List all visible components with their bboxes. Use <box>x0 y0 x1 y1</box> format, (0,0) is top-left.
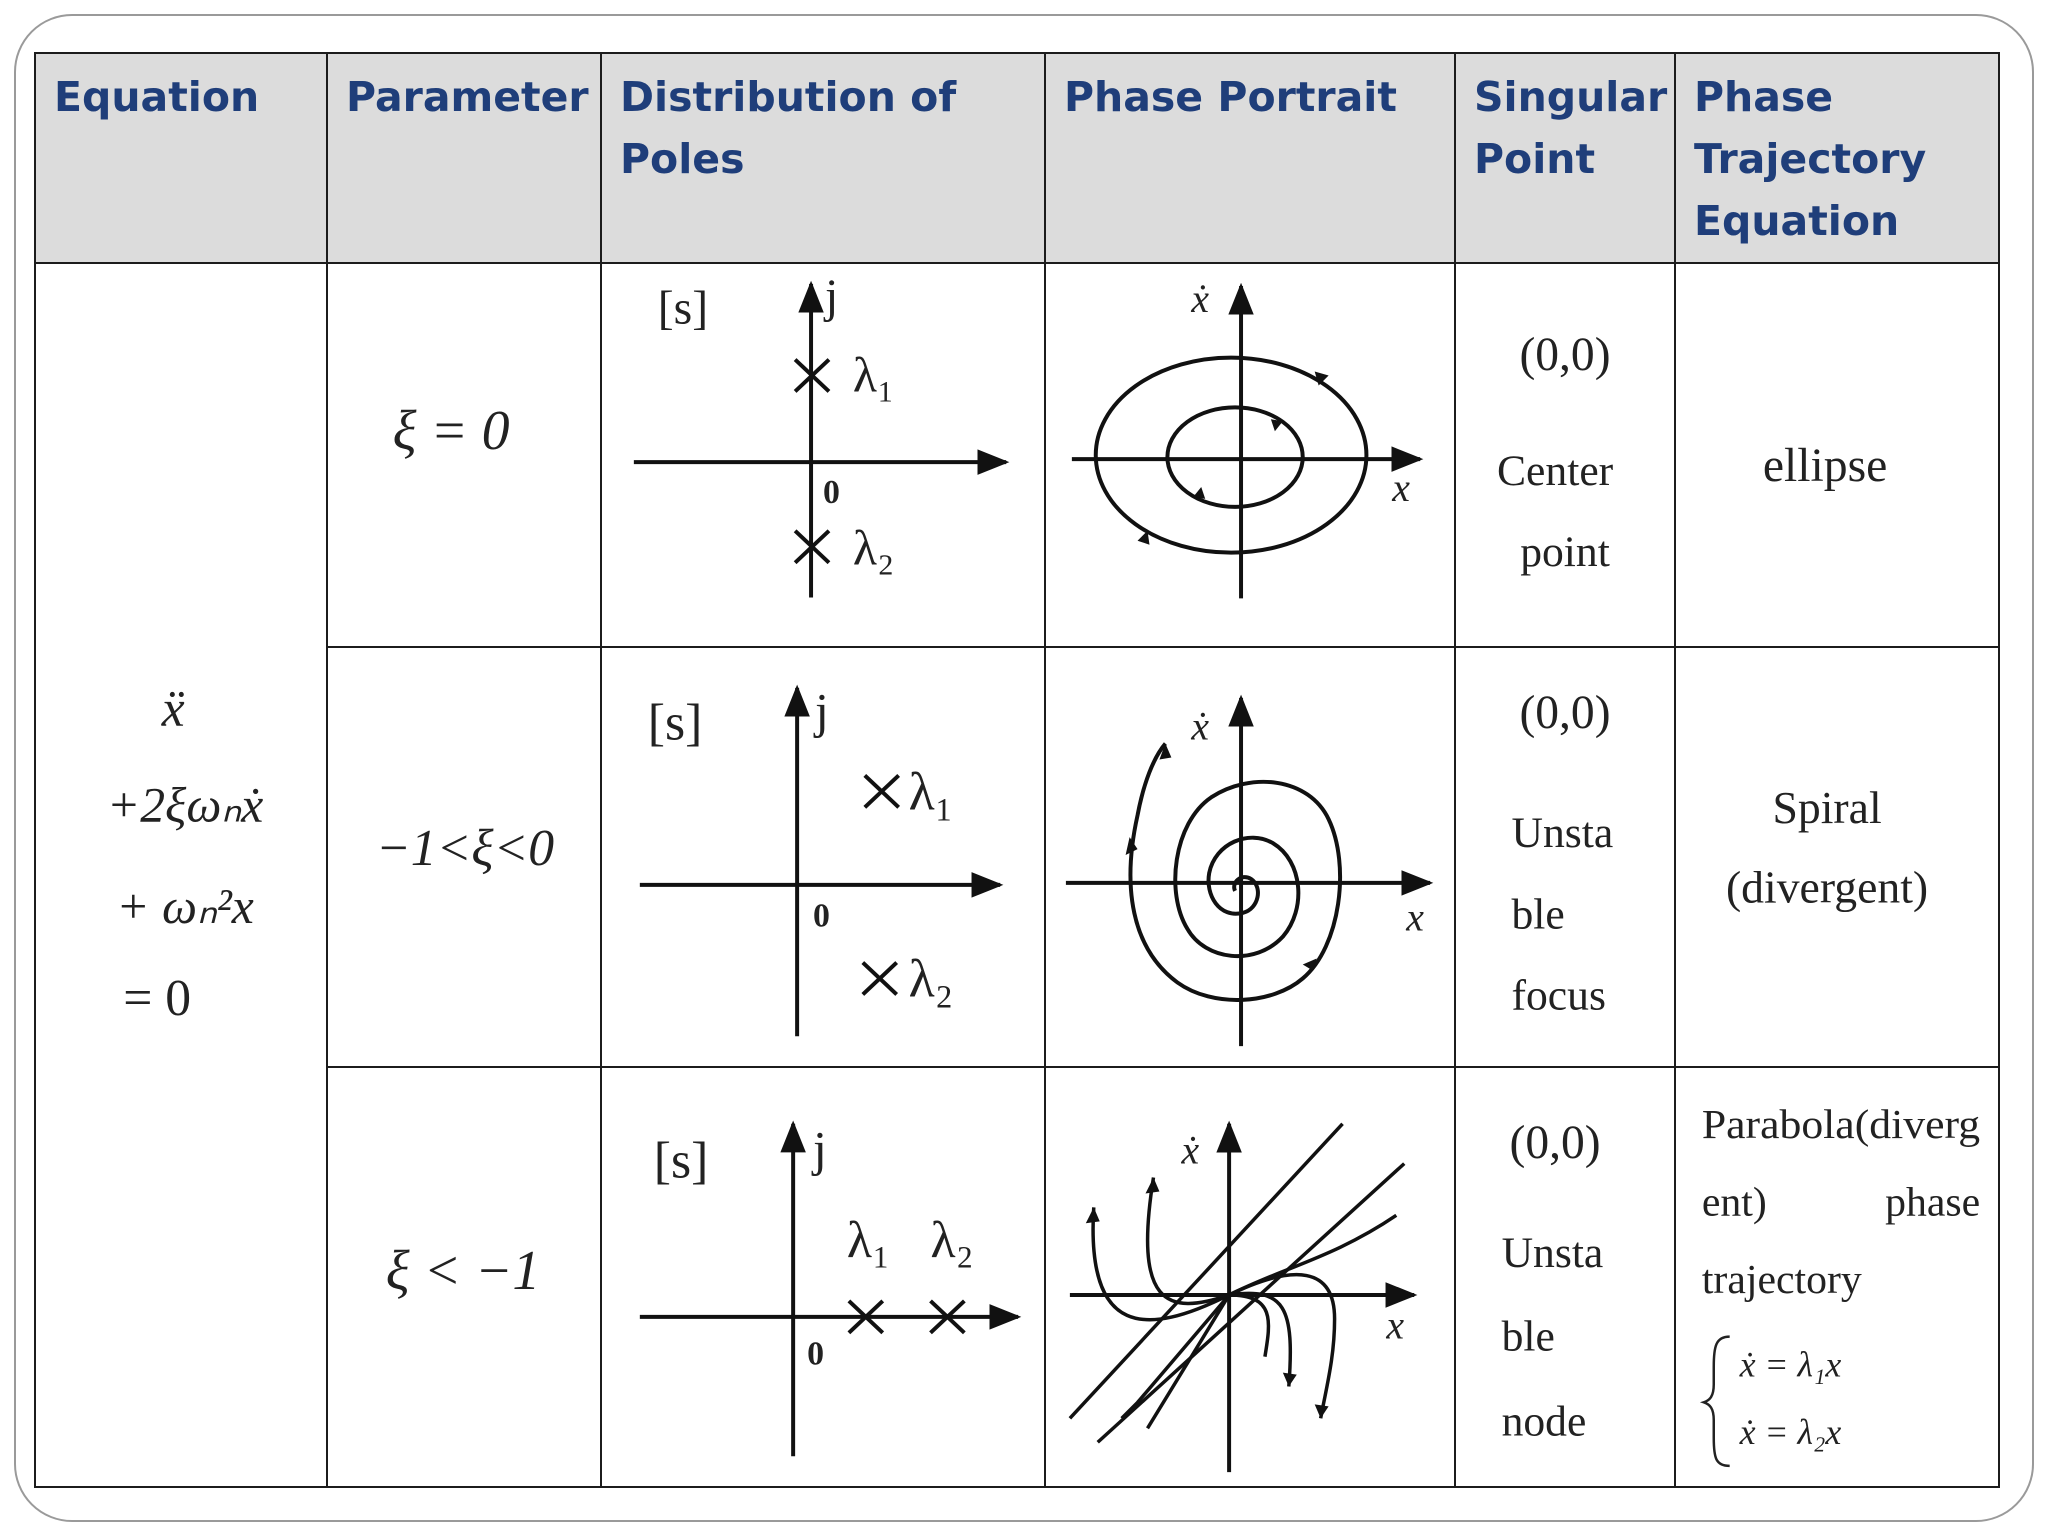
poles-cell <box>601 1067 1045 1487</box>
equation-line1: ẍ <box>161 680 185 738</box>
imag-label: j <box>824 269 839 323</box>
singular-type-line: ble <box>1511 890 1565 939</box>
equation-line2: +2ξωₙẋ <box>106 777 264 833</box>
imag-label: j <box>815 683 829 739</box>
parameter-cell <box>327 263 601 647</box>
parameter-text: −1<ξ<0 <box>375 820 555 878</box>
singular-type-line: focus <box>1511 971 1606 1020</box>
singular-type-line: Unsta <box>1511 809 1614 858</box>
singular-type-line: ble <box>1501 1312 1555 1361</box>
trajectory-curve <box>1229 1294 1290 1387</box>
trajectory-curve <box>1093 1208 1229 1320</box>
trajectory-cell <box>1675 647 1999 1067</box>
equation-svg <box>36 264 326 1486</box>
portrait-cell <box>1045 263 1455 647</box>
trajectory-line: Parabola(diverg <box>1701 1102 1981 1149</box>
header-row <box>35 53 1999 263</box>
parameter-cell <box>327 647 601 1067</box>
trajectory-ellipse-inner <box>1167 407 1302 507</box>
x-axis-label: x <box>1386 1304 1405 1349</box>
eigen-line <box>1098 1164 1404 1443</box>
singular-cell <box>1455 647 1675 1067</box>
singular-type-line: Unsta <box>1501 1229 1604 1278</box>
poles-cell <box>601 647 1045 1067</box>
equation-line4: = 0 <box>123 969 192 1028</box>
flow-arrow <box>1283 1373 1297 1387</box>
imag-label: j <box>813 1121 827 1177</box>
header-equation: Equation <box>35 53 327 263</box>
lambda2-label: λ₂ <box>852 520 895 576</box>
singular-svg <box>1456 264 1674 646</box>
equation-line3: + ωₙ²x <box>116 879 254 935</box>
trajectory-spiral <box>1130 744 1340 1000</box>
parameter-text: ξ = 0 <box>392 400 510 463</box>
parameter-svg <box>328 648 600 1066</box>
table-row <box>35 1067 1999 1487</box>
lambda2-label: λ₂ <box>908 948 954 1009</box>
lambda1-label: λ₁ <box>846 1212 891 1270</box>
y-axis-label: ẋ <box>1181 1128 1200 1173</box>
trajectory-curve <box>1122 1295 1229 1418</box>
lambda1-label: λ₁ <box>908 761 954 822</box>
pole-plot-focus <box>602 648 1044 1066</box>
plane-label: [s] <box>657 281 709 335</box>
portrait-node <box>1046 1068 1454 1486</box>
parameter-cell <box>327 1067 601 1487</box>
singular-coord: (0,0) <box>1519 328 1611 381</box>
trajectory-curve <box>1148 1178 1230 1304</box>
header-parameter: Parameter <box>327 53 601 263</box>
flow-arrow <box>1146 1178 1160 1194</box>
table-row <box>35 263 1999 647</box>
x-axis-label: x <box>1406 895 1424 940</box>
parameter-svg <box>328 264 600 646</box>
trajectory-cell <box>1675 263 1999 647</box>
singular-svg <box>1456 1068 1674 1486</box>
singular-type-line: node <box>1501 1397 1587 1446</box>
trajectory-eq2: ẋ = λ₂x <box>1739 1412 1842 1453</box>
parameter-text: ξ < −1 <box>385 1240 541 1303</box>
singular-coord: (0,0) <box>1509 1117 1601 1170</box>
eigen-line <box>1070 1124 1343 1419</box>
trajectory-svg <box>1676 648 1998 1066</box>
singular-coord: (0,0) <box>1519 687 1611 740</box>
singular-cell <box>1455 263 1675 647</box>
flow-arrow <box>1086 1208 1100 1224</box>
trajectory-svg <box>1676 1068 1998 1486</box>
trajectory-line: (divergent) <box>1725 862 1929 914</box>
trajectory-eq1: ẋ = λ₁x <box>1739 1344 1842 1385</box>
flow-arrow <box>1271 419 1283 431</box>
header-singular: Singular Point <box>1455 53 1675 263</box>
flow-arrow <box>1193 487 1205 499</box>
table-row <box>35 647 1999 1067</box>
portrait-focus <box>1046 648 1454 1066</box>
trajectory-line: phase <box>1885 1179 1981 1226</box>
trajectory-line: ellipse <box>1762 438 1888 492</box>
flow-arrow <box>1315 1405 1329 1419</box>
pole-1 <box>865 776 899 808</box>
x-axis-label: x <box>1392 465 1410 510</box>
header-portrait: Phase Portrait <box>1045 53 1455 263</box>
poles-cell <box>601 263 1045 647</box>
trajectory-ellipse-outer <box>1096 358 1367 553</box>
plane-label: [s] <box>647 694 703 752</box>
brace-icon <box>1704 1337 1730 1466</box>
trajectory-line: Spiral <box>1772 782 1882 834</box>
trajectory-svg <box>1676 264 1998 646</box>
trajectory-curve <box>1148 1295 1230 1428</box>
origin-label: 0 <box>823 473 840 511</box>
singular-cell <box>1455 1067 1675 1487</box>
pole-plot-center <box>602 264 1044 646</box>
header-poles: Distribution of Poles <box>601 53 1045 263</box>
equation-cell <box>35 263 327 1487</box>
origin-label: 0 <box>807 1336 824 1374</box>
y-axis-label: ẋ <box>1191 276 1209 321</box>
trajectory-cell <box>1675 1067 1999 1487</box>
lambda1-label: λ₁ <box>852 347 895 403</box>
lambda2-label: λ₂ <box>930 1212 974 1270</box>
portrait-cell <box>1045 1067 1455 1487</box>
trajectory-line: trajectory <box>1701 1257 1862 1304</box>
trajectory-line: ent) <box>1701 1179 1767 1226</box>
phase-table <box>34 52 2000 1488</box>
portrait-cell <box>1045 647 1455 1067</box>
header-trajectory: Phase Trajectory Equation <box>1675 53 1999 263</box>
plane-label: [s] <box>653 1132 709 1190</box>
flow-arrow <box>1138 531 1150 545</box>
singular-type-line: point <box>1520 528 1610 577</box>
parameter-svg <box>328 1068 600 1486</box>
pole-2 <box>863 963 897 995</box>
portrait-center <box>1046 264 1454 646</box>
y-axis-label: ẋ <box>1191 704 1209 749</box>
pole-plot-node <box>602 1068 1044 1486</box>
origin-label: 0 <box>813 897 830 935</box>
singular-type-line: Center <box>1496 446 1614 495</box>
singular-svg <box>1456 648 1674 1066</box>
